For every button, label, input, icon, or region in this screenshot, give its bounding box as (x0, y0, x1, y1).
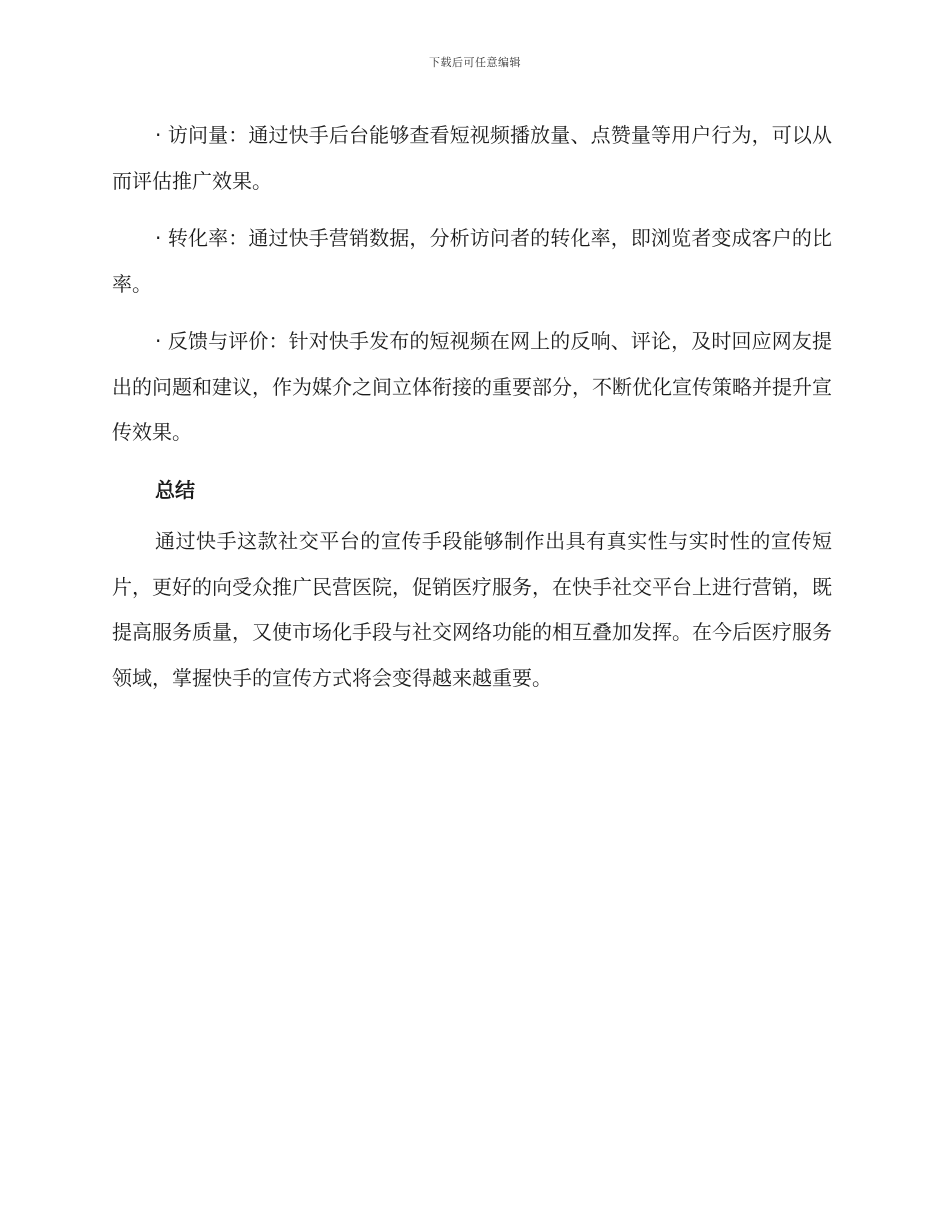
document-body (112, 113, 832, 713)
bullet-paragraph-conversion: · 转化率：通过快手营销数据，分析访问者的转化率，即浏览者变成客户的比率。 (112, 226, 832, 296)
bullet-paragraph-visits: · 访问量：通过快手后台能够查看短视频播放量、点赞量等用户行为，可以从而评估推广效果。 (112, 123, 832, 193)
bullet-paragraph-feedback: · 反馈与评价：针对快手发布的短视频在网上的反响、评论，及时回应网友提出的问题和建议，作为媒介之间立体衔接的重要部分，不断优化宣传策略并提升宣传效果。 (112, 329, 832, 444)
summary-heading: 总结 (155, 477, 195, 502)
page-header: 下载后可任意编辑 (429, 56, 521, 69)
summary-paragraph: 通过快手这款社交平台的宣传手段能够制作出具有真实性与实时性的宣传短片，更好的向受众推广民营医院，促销医疗服务，在快手社交平台上进行营销，既提高服务质量，又使市场化手段与社交网络功能的相互叠加发挥。在今后医疗服务领域，掌握快手的宣传方式将会变得越来越重要。 (112, 529, 832, 690)
